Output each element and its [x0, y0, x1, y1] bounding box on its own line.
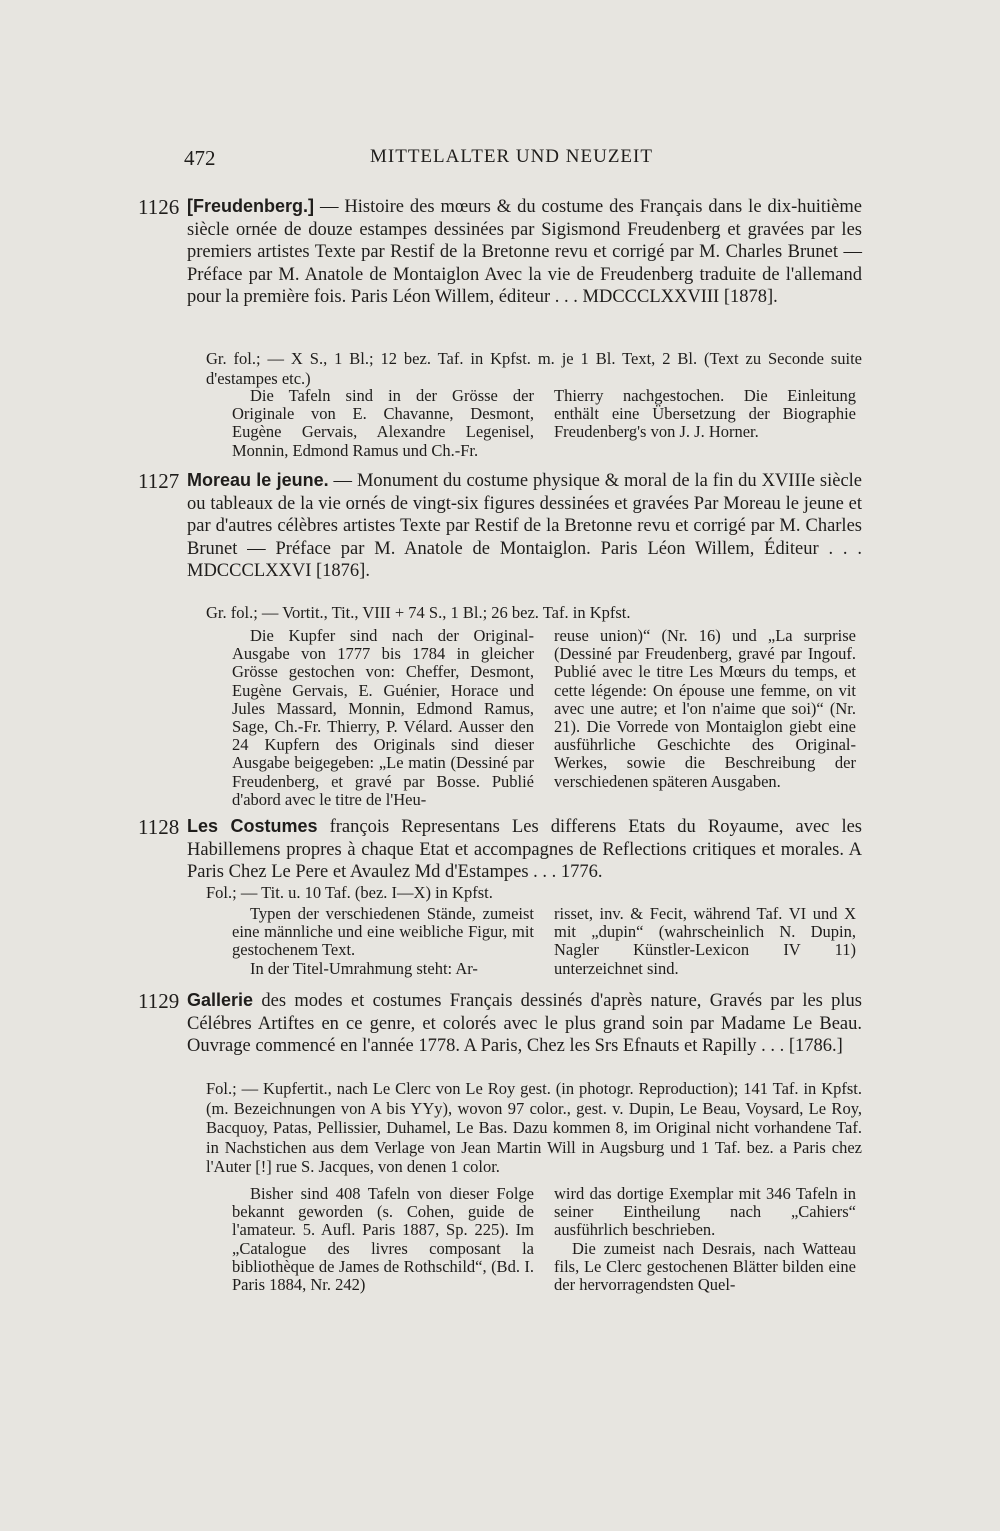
- note-paragraph: In der Titel-Umrahmung steht: Ar-: [250, 958, 478, 978]
- page-number: 472: [184, 146, 216, 170]
- entry-title: [187, 989, 862, 1058]
- note-paragraph: risset, inv. & Fecit, während Taf. VI und X mit „dupin“ (wahrscheinlich N. Dupin, Nagler Künstler-Lexicon IV 11) unterzeichnet sind.: [554, 904, 856, 978]
- notes-right-column: [554, 627, 856, 791]
- entry-number: 1127: [138, 469, 180, 493]
- entry-title: [187, 195, 862, 309]
- entry-title-text: — Monument du costume physique & moral de la fin du XVIIIe siècle ou tableaux de la vie ornés de vingt-six figures dessinées et gravées Par Moreau le jeune et par d'autres célèbres artistes Texte par Restif de la Bretonne revu et corrigé par M. Charles Brunet — Préface par M. Anatole de Montaiglon. Paris Léon Willem, Éditeur . . . MDCCCLXXVI [1876].: [187, 471, 863, 581]
- notes-right-column: [554, 387, 856, 442]
- entry-heading: Moreau le jeune.: [187, 470, 329, 490]
- notes-right-column: [554, 905, 856, 978]
- notes-left-column: [232, 905, 534, 978]
- notes-left-column: [232, 627, 534, 809]
- note-paragraph: Typen der verschiedenen Stände, zumeist eine männliche und eine weibliche Figur, mit gestochenem Text.: [232, 904, 534, 960]
- entry-heading: Gallerie: [187, 990, 254, 1010]
- note-paragraph: Bisher sind 408 Tafeln von dieser Folge bekannt geworden (s. Cohen, guide de l'amateur. 5. Aufl. Paris 1887, Sp. 225). Im „Catalogue des livres composant la bibliothèque de James de Rothschild“, (Bd. I. Paris 1884, Nr. 242): [232, 1184, 534, 1295]
- note-paragraph: Die Kupfer sind nach der Original-Ausgabe von 1777 bis 1784 in gleicher Grösse gestochen von: Cheffer, Desmont, Eugène Gervais, E. Guénier, Horace und Jules Massard, Monnin, Edmond Ramus, Sage, Ch.-Fr. Thierry, P. Vélard. Ausser den 24 Kupfern des Originals sind dieser Ausgabe beigegeben: „Le matin (Dessiné par Freudenberg, et gravé par Bosse. Publié d'abord avec le titre de l'Heu-: [232, 626, 534, 809]
- entry-number: 1129: [138, 989, 180, 1013]
- entry-collation: Fol.; — Kupfertit., nach Le Clerc von Le Roy gest. (in photogr. Reproduction); 141 Taf. in Kpfst. (m. Bezeichnungen von A bis YYy), wovon 97 color., gest. v. Dupin, Le Beau, Voysard, Le Roy, Bacquoy, Patas, Pellissier, Duhamel, Le Bas. Dazu kommen 8, im Original nicht vorhandene Taf. in Nachstichen aus dem Verlage von Jean Martin Will in Augsburg und 1 Taf. bez. a Paris chez l'Auter [!] rue S. Jacques, von denen 1 color.: [206, 1079, 862, 1176]
- entry-number: 1126: [138, 195, 180, 219]
- entry-title: [187, 469, 862, 583]
- notes-right-column: [554, 1185, 856, 1294]
- note-paragraph: Die zumeist nach Desrais, nach Watteau fils, Le Clerc gestochenen Blätter bilden eine der hervorragendsten Quel-: [554, 1238, 856, 1295]
- note-paragraph: reuse union)“ (Nr. 16) und „La surprise (Dessiné par Freudenberg, gravé par Ingouf. Publié avec le titre Les Mœurs du temps, et cette légende: On épouse une femme, on vit avec une autre; et l'on n'aime que soi)“ (Nr. 21). Die Vorrede von Montaiglon giebt eine ausführliche Geschichte des Original-Werkes, sowie die Beschreibung der verschiedenen späteren Ausgaben.: [554, 626, 856, 791]
- notes-left-column: [232, 1185, 534, 1294]
- entry-collation: Gr. fol.; — X S., 1 Bl.; 12 bez. Taf. in Kpfst. m. je 1 Bl. Text, 2 Bl. (Text zu Seconde suite d'estampes etc.): [206, 349, 862, 388]
- note-paragraph: Thierry nachgestochen. Die Einleitung enthält eine Übersetzung der Biographie Freudenberg's von J. J. Horner.: [554, 386, 856, 442]
- notes-left-column: [232, 387, 534, 460]
- entry-title-text: françois Representans Les differens Etats du Royaume, avec les Habillemens propres à chaque Etat et accompagnes de Reflections critiques et morales. A Paris Chez Le Pere et Avaulez Md d'Estampes . . . 1776.: [187, 817, 862, 882]
- entry-number: 1128: [138, 815, 180, 839]
- entry-heading: [Freudenberg.]: [187, 196, 315, 216]
- entry-title-text: — Histoire des mœurs & du costume des Français dans le dix-huitième siècle ornée de douze estampes dessinées par Sigismond Freudenberg et gravées par les premiers artistes Texte par Restif de la Bretonne revu et corrigé par M. Charles Brunet — Préface par M. Anatole de Montaiglon Avec la vie de Freudenberg traduite de l'allemand pour la première fois. Paris Léon Willem, éditeur . . . MDCCCLXXVIII [1878].: [187, 197, 862, 307]
- note-paragraph: Die Tafeln sind in der Grösse der Originale von E. Chavanne, Desmont, Eugène Gervais, Alexandre Legenisel, Monnin, Edmond Ramus und Ch.-Fr.: [232, 386, 534, 460]
- entry-title-text: des modes et costumes Français dessinés d'après nature, Gravés par les plus Célébres Artiftes en ce genre, et colorés avec le plus grand soin par Madame Le Beau. Ouvrage commencé en l'année 1778. A Paris, Chez les Srs Efnauts et Rapilly . . . [1786.]: [187, 991, 863, 1056]
- entry-collation: Fol.; — Tit. u. 10 Taf. (bez. I—X) in Kpfst.: [206, 883, 493, 902]
- entry-title: [187, 815, 862, 884]
- entry-collation: Gr. fol.; — Vortit., Tit., VIII + 74 S., 1 Bl.; 26 bez. Taf. in Kpfst.: [206, 603, 631, 622]
- entry-heading: Les Costumes: [187, 816, 318, 836]
- note-paragraph: wird das dortige Exemplar mit 346 Tafeln in seiner Eintheilung nach „Cahiers“ ausführlich beschrieben.: [554, 1184, 856, 1240]
- running-head: MITTELALTER UND NEUZEIT: [370, 146, 653, 167]
